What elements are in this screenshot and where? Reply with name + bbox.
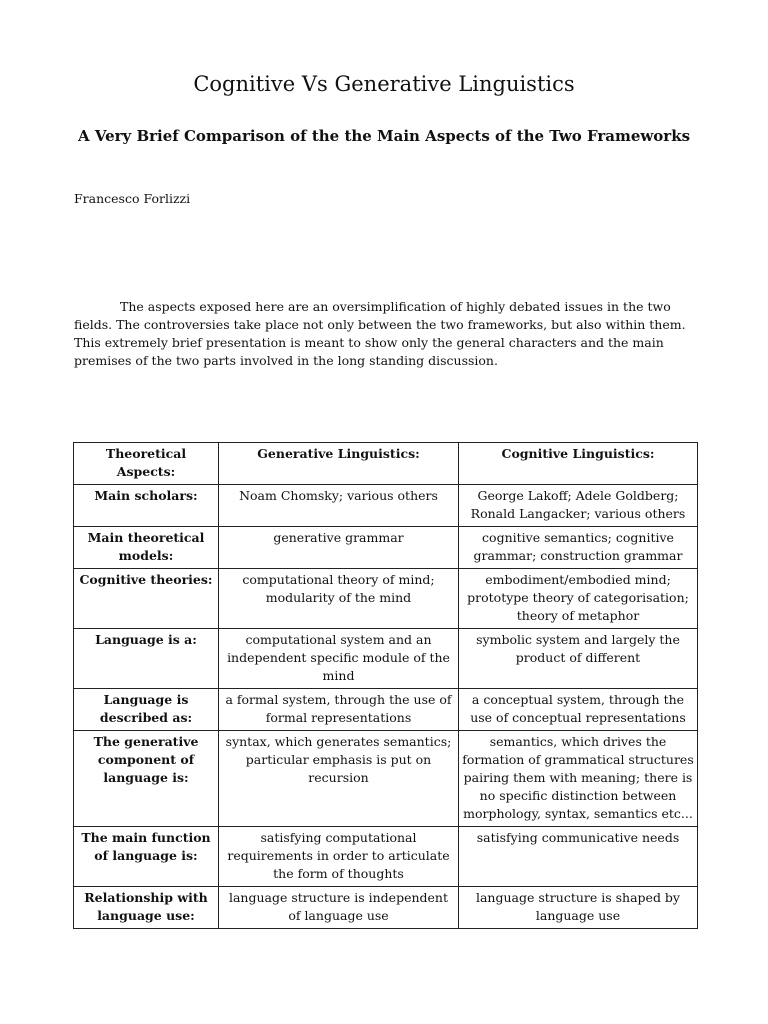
generative-cell: syntax, which generates semantics; particular emphasis is put on recursion: [219, 731, 459, 827]
generative-cell: Noam Chomsky; various others: [219, 485, 459, 527]
cognitive-cell: George Lakoff; Adele Goldberg; Ronald Langacker; various others: [459, 485, 698, 527]
cognitive-cell: semantics, which drives the formation of grammatical structures pairing them with meaning; there is no specific distinction between morphology, syntax, semantics etc...: [459, 731, 698, 827]
table-row: [74, 731, 698, 827]
generative-cell: language structure is independent of language use: [219, 887, 459, 929]
aspect-cell: The generative component of language is:: [74, 731, 219, 827]
table-row: [74, 569, 698, 629]
cognitive-cell: embodiment/embodied mind; prototype theory of categorisation; theory of metaphor: [459, 569, 698, 629]
generative-cell: a formal system, through the use of formal representations: [219, 689, 459, 731]
intro-paragraph: The aspects exposed here are an oversimplification of highly debated issues in the two fields. The controversies take place not only between the two frameworks, but also within them. This extremely brief presentation is meant to show only the general characters and the main premises of the two parts involved in the long standing discussion.: [74, 299, 686, 368]
cognitive-cell: symbolic system and largely the product of different: [459, 629, 698, 689]
header-generative-linguistics: Generative Linguistics:: [219, 443, 459, 485]
comparison-table: [73, 442, 698, 929]
generative-cell: computational theory of mind; modularity of the mind: [219, 569, 459, 629]
generative-cell: generative grammar: [219, 527, 459, 569]
aspect-cell: Main theoretical models:: [74, 527, 219, 569]
cognitive-cell: a conceptual system, through the use of conceptual representations: [459, 689, 698, 731]
header-theoretical-aspects: Theoretical Aspects:: [74, 443, 219, 485]
table-row: [74, 527, 698, 569]
aspect-cell: Cognitive theories:: [74, 569, 219, 629]
cognitive-cell: language structure is shaped by language use: [459, 887, 698, 929]
aspect-cell: Language is described as:: [74, 689, 219, 731]
page-subtitle: A Very Brief Comparison of the the Main Aspects of the Two Frameworks: [77, 127, 691, 145]
generative-cell: satisfying computational requirements in order to articulate the form of thoughts: [219, 827, 459, 887]
aspect-cell: The main function of language is:: [74, 827, 219, 887]
table-row: [74, 887, 698, 929]
table-header-row: [74, 443, 698, 485]
aspect-cell: Language is a:: [74, 629, 219, 689]
table-row: [74, 689, 698, 731]
page-bottom-margin: [0, 954, 768, 1024]
aspect-cell: Relationship with language use:: [74, 887, 219, 929]
table-row: [74, 485, 698, 527]
table-row: [74, 827, 698, 887]
page-title: Cognitive Vs Generative Linguistics: [193, 72, 575, 96]
cognitive-cell: satisfying communicative needs: [459, 827, 698, 887]
author-name: Francesco Forlizzi: [74, 191, 191, 206]
header-cognitive-linguistics: Cognitive Linguistics:: [459, 443, 698, 485]
aspect-cell: Main scholars:: [74, 485, 219, 527]
table-row: [74, 629, 698, 689]
cognitive-cell: cognitive semantics; cognitive grammar; construction grammar: [459, 527, 698, 569]
generative-cell: computational system and an independent specific module of the mind: [219, 629, 459, 689]
